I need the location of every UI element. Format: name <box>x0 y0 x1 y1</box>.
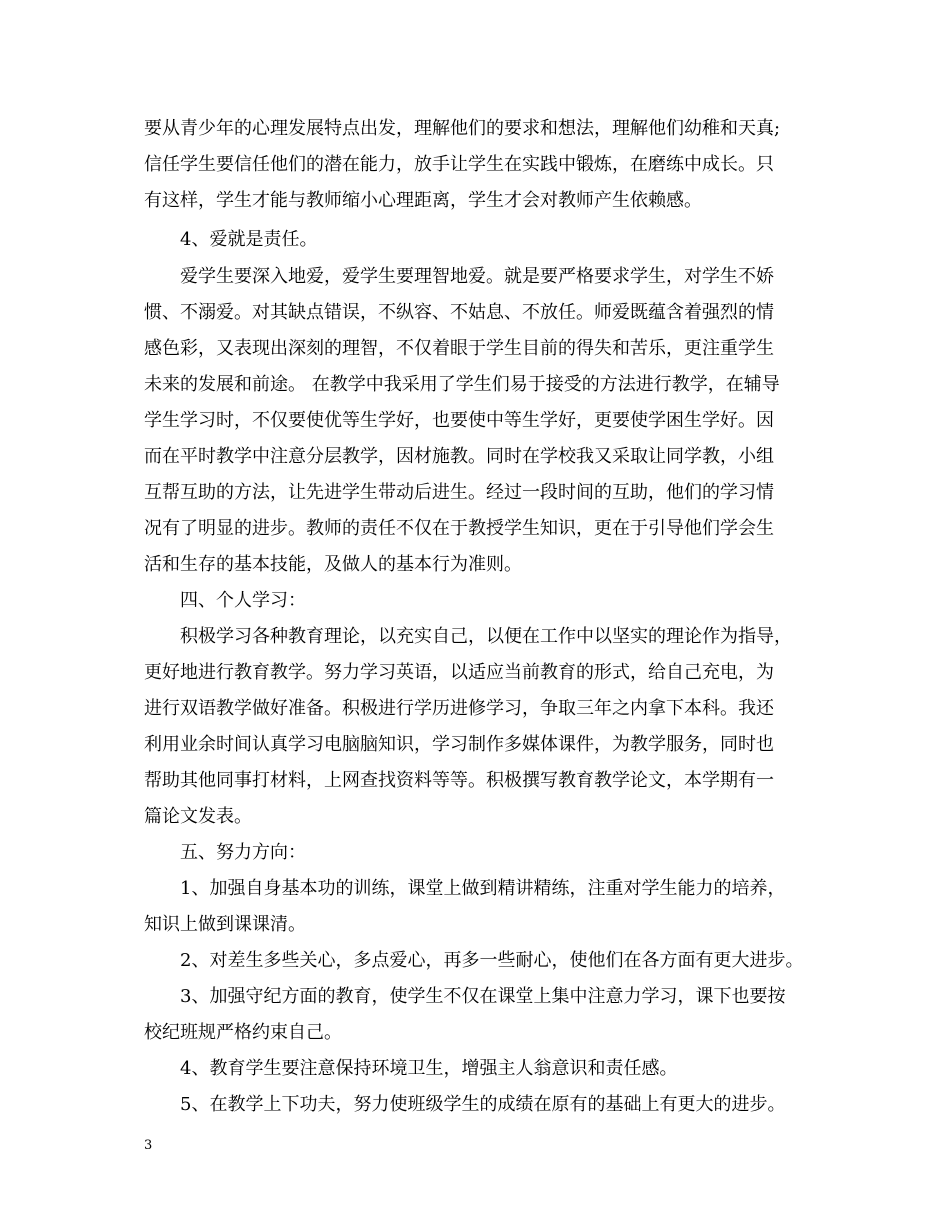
text-line: 感色彩，又表现出深刻的理智，不仅着眼于学生目前的得失和苦乐，更注重学生 <box>144 338 774 359</box>
text-line: 积极学习各种教育理论，以充实自己，以便在工作中以坚实的理论作为指导， <box>180 626 792 647</box>
page-number: 3 <box>144 1138 153 1153</box>
text-line: 4、教育学生要注意保持环境卫生，增强主人翁意识和责任感。 <box>180 1058 678 1079</box>
text-line: 互帮互助的方法，让先进学生带动后进生。经过一段时间的互助，他们的学习情 <box>144 482 774 503</box>
text-line: 况有了明显的进步。教师的责任不仅在于教授学生知识，更在于引导他们学会生 <box>144 518 774 539</box>
text-line: 活和生存的基本技能，及做人的基本行为准则。 <box>144 554 522 575</box>
section-heading: 五、努力方向： <box>180 842 306 863</box>
text-line: 爱学生要深入地爱，爱学生要理智地爱。就是要严格要求学生，对学生不娇 <box>180 266 774 287</box>
text-line: 学生学习时，不仅要使优等生学好，也要使中等生学好，更要使学困生学好。因 <box>144 410 774 431</box>
text-line: 利用业余时间认真学习电脑脑知识，学习制作多媒体课件，为教学服务，同时也 <box>144 734 774 755</box>
section-heading: 四、个人学习： <box>180 590 306 611</box>
text-line: 3、加强守纪方面的教育，使学生不仅在课堂上集中注意力学习，课下也要按 <box>180 986 786 1007</box>
text-line: 未来的发展和前途。 在教学中我采用了学生们易于接受的方法进行教学，在辅导 <box>144 374 780 395</box>
text-line: 更好地进行教育教学。努力学习英语，以适应当前教育的形式，给自己充电，为 <box>144 662 774 683</box>
text-line: 而在平时教学中注意分层教学，因材施教。同时在学校我又采取让同学教，小组 <box>144 446 774 467</box>
text-line: 知识上做到课课清。 <box>144 914 306 935</box>
text-line: 篇论文发表。 <box>144 806 252 827</box>
text-line: 1、加强自身基本功的训练，课堂上做到精讲精练，注重对学生能力的培养， <box>180 878 786 899</box>
text-line: 信任学生要信任他们的潜在能力，放手让学生在实践中锻炼，在磨练中成长。只 <box>144 154 774 175</box>
text-line: 5、在教学上下功夫，努力使班级学生的成绩在原有的基础上有更大的进步。 <box>180 1094 786 1115</box>
text-line: 校纪班规严格约束自己。 <box>144 1022 342 1043</box>
section-heading: 4、爱就是责任。 <box>180 229 318 250</box>
text-line: 2、对差生多些关心，多点爱心，再多一些耐心，使他们在各方面有更大进步。 <box>180 950 804 971</box>
text-line: 惯、不溺爱。对其缺点错误，不纵容、不姑息、不放任。师爱既蕴含着强烈的情 <box>144 302 774 323</box>
text-line: 帮助其他同事打材料，上网查找资料等等。积极撰写教育教学论文，本学期有一 <box>144 770 774 791</box>
text-line: 要从青少年的心理发展特点出发，理解他们的要求和想法，理解他们幼稚和天真; <box>144 118 781 139</box>
text-line: 有这样，学生才能与教师缩小心理距离，学生才会对教师产生依赖感。 <box>144 190 702 211</box>
text-line: 进行双语教学做好准备。积极进行学历进修学习，争取三年之内拿下本科。我还 <box>144 698 774 719</box>
